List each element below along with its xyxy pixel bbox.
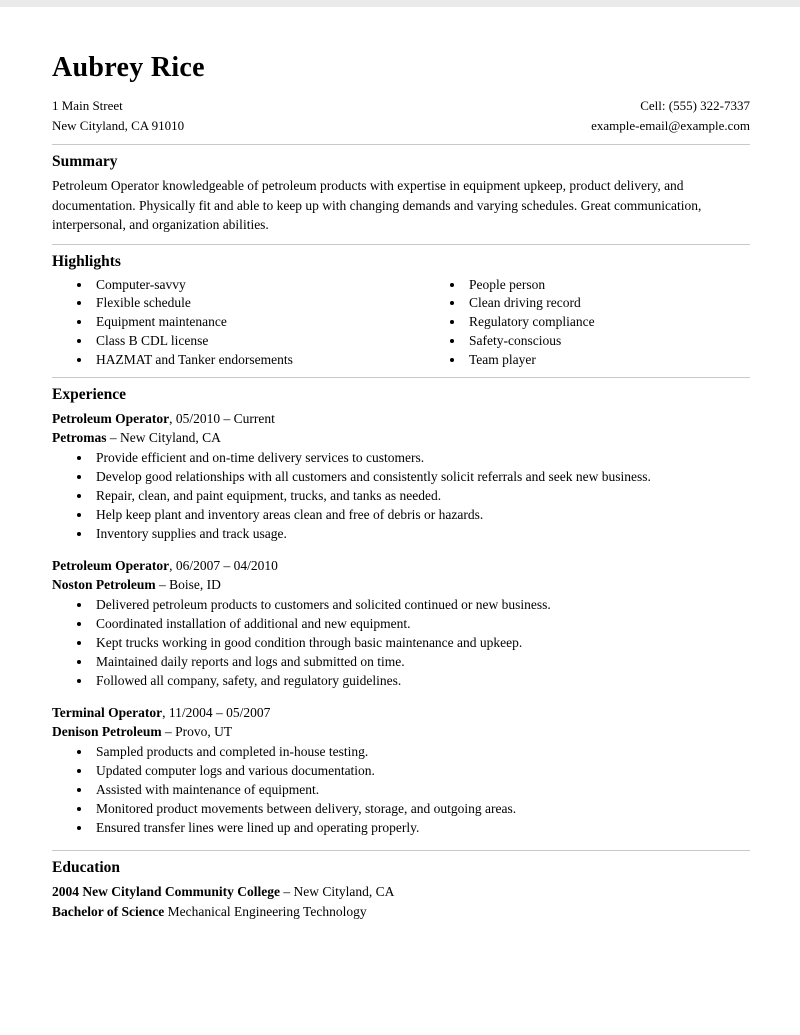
highlight-item: • Clean driving record [465, 294, 750, 313]
job-bullet-item: • Coordinated installation of additional and new equipment. [92, 615, 750, 634]
highlight-item: • Equipment maintenance [92, 313, 425, 332]
highlight-item: • Safety-conscious [465, 332, 750, 351]
address-line-2: New Cityland, CA 91010 [52, 118, 185, 133]
experience-job-3 [52, 703, 750, 837]
section-divider [52, 850, 750, 851]
job-title-line [52, 556, 750, 575]
experience-job-1 [52, 409, 750, 543]
highlights-columns [52, 276, 750, 370]
job-bullet-item: • Assisted with maintenance of equipment. [92, 781, 750, 800]
highlights-column-right [425, 276, 750, 370]
experience-job-2 [52, 556, 750, 690]
education-school: 2004 New Cityland Community College [52, 884, 280, 900]
job-bullet-item: • Followed all company, safety, and regulatory guidelines. [92, 672, 750, 691]
job-bullet-item: • Inventory supplies and track usage. [92, 525, 750, 544]
job-location: – New Cityland, CA [109, 430, 221, 446]
job-title: Terminal Operator [52, 705, 163, 721]
highlight-item: • Flexible schedule [92, 294, 425, 313]
job-company-line [52, 722, 750, 741]
education-heading: Education [52, 859, 121, 877]
job-bullets [52, 449, 750, 543]
job-dates: , 05/2010 – Current [169, 411, 275, 427]
job-bullet-item: • Repair, clean, and paint equipment, trucks, and tanks as needed. [92, 487, 750, 506]
section-divider [52, 377, 750, 378]
job-bullet-item: • Help keep plant and inventory areas clean and free of debris or hazards. [92, 506, 750, 525]
summary-heading: Summary [52, 153, 118, 170]
highlight-item: • Computer-savvy [92, 276, 425, 295]
highlight-item: • People person [465, 276, 750, 295]
job-company: Petromas [52, 430, 107, 446]
job-bullet-item: • Delivered petroleum products to customers and solicited continued or new business. [92, 596, 750, 615]
contact-phone-email [591, 96, 750, 136]
job-bullets [52, 743, 750, 837]
education-location: – New Cityland, CA [283, 884, 395, 900]
job-bullet-item: • Maintained daily reports and logs and submitted on time. [92, 653, 750, 672]
top-edge-strip [0, 0, 800, 7]
job-title: Petroleum Operator [52, 558, 170, 574]
highlight-item: • HAZMAT and Tanker endorsements [92, 351, 425, 370]
summary-text: Petroleum Operator knowledgeable of petroleum products with expertise in equipment upkeep, product delivery, and documentation. Physically fit and able to keep up with changing demands and varying schedules. Great communication, interpersonal, and organization abilities. [52, 178, 702, 232]
job-title-line [52, 703, 750, 722]
contact-cell: Cell: (555) 322-7337 [640, 98, 750, 113]
contact-email: example-email@example.com [591, 118, 750, 133]
job-company-line [52, 428, 750, 447]
person-name: Aubrey Rice [52, 52, 205, 83]
job-title-line [52, 409, 750, 428]
highlight-item: • Regulatory compliance [465, 313, 750, 332]
education-degree: Bachelor of Science [52, 904, 165, 920]
job-bullet-item: • Monitored product movements between delivery, storage, and outgoing areas. [92, 800, 750, 819]
job-company: Noston Petroleum [52, 577, 156, 593]
highlights-column-left [52, 276, 425, 370]
job-bullet-item: • Develop good relationships with all customers and consistently solicit referrals and seek new business. [92, 468, 750, 487]
education-school-line [52, 882, 750, 902]
job-title: Petroleum Operator [52, 411, 170, 427]
job-company: Denison Petroleum [52, 724, 162, 740]
job-bullet-item: • Provide efficient and on-time delivery services to customers. [92, 449, 750, 468]
job-company-line [52, 575, 750, 594]
contact-block [52, 96, 750, 136]
job-bullet-item: • Sampled products and completed in-house testing. [92, 743, 750, 762]
education-degree-line [52, 902, 750, 922]
job-dates: , 11/2004 – 05/2007 [162, 705, 271, 721]
job-location: – Provo, UT [165, 724, 233, 740]
job-bullet-item: • Kept trucks working in good condition through basic maintenance and upkeep. [92, 634, 750, 653]
section-divider [52, 144, 750, 145]
job-bullets [52, 596, 750, 690]
job-dates: , 06/2007 – 04/2010 [169, 558, 278, 574]
job-location: – Boise, ID [159, 577, 221, 593]
section-divider [52, 244, 750, 245]
job-bullet-item: • Ensured transfer lines were lined up and operating properly. [92, 819, 750, 838]
education-field: Mechanical Engineering Technology [167, 904, 367, 920]
contact-address [52, 96, 184, 136]
highlights-heading: Highlights [52, 252, 121, 270]
address-line-1: 1 Main Street [52, 98, 123, 113]
experience-heading: Experience [52, 386, 127, 404]
highlight-item: • Team player [465, 351, 750, 370]
job-bullet-item: • Updated computer logs and various documentation. [92, 762, 750, 781]
highlight-item: • Class B CDL license [92, 332, 425, 351]
